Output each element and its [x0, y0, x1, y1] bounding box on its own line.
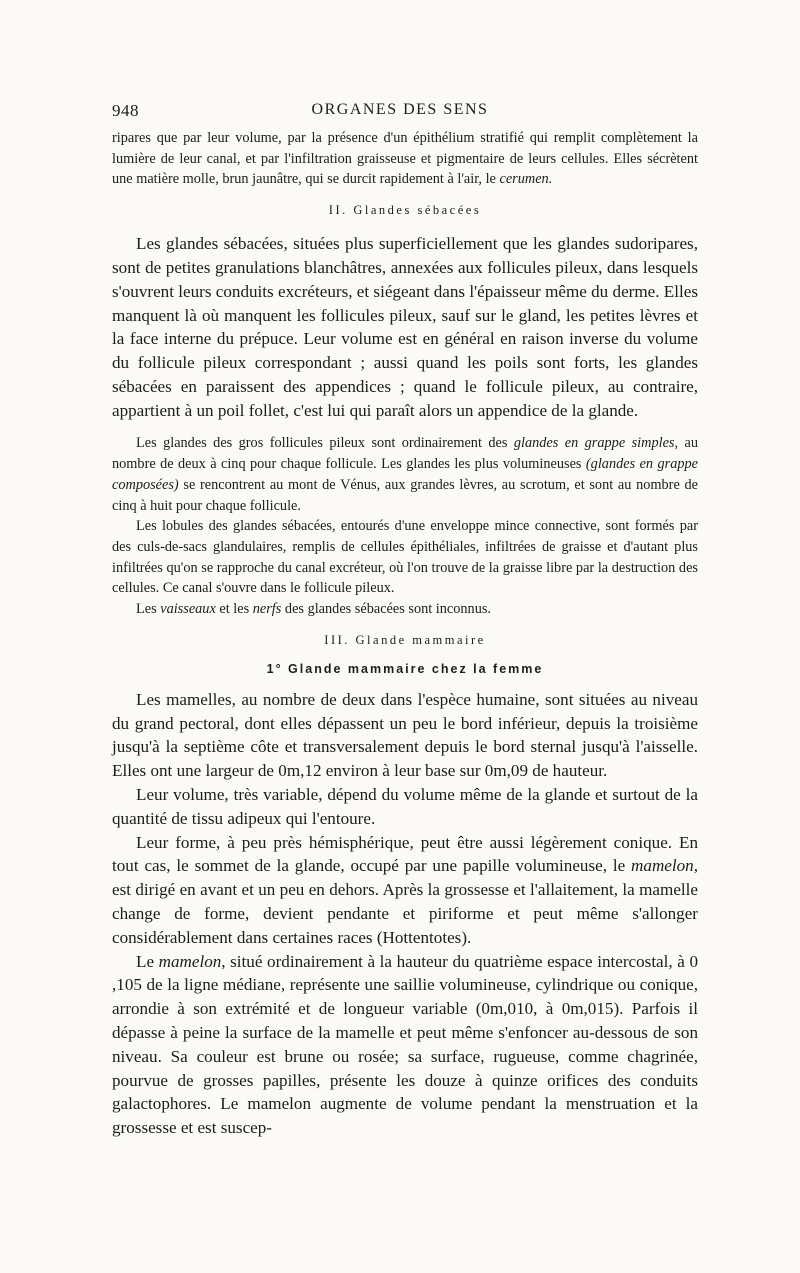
running-title: ORGANES DES SENS — [311, 101, 489, 118]
paragraph-sebaceous-intro: Les glandes sébacées, situées plus superficiellement que les glandes sudoripares, sont de petites granulations blanchâtres, annexées aux follicules pileux, dans lesquels s'ouvrent leurs conduits excréteurs, et siégeant dans l'épaisseur même du derme. Elles manquent là où manquent les follicules pileux, sauf sur le gland, les petites lèvres et la face interne du prépuce. Leur volume est en général en raison inverse du volume du follicule pileux correspondant ; aussi quand les poils sont forts, les glandes sébacées en paraissent des appendices ; quand le follicule pileux, au contraire, appartient à un poil follet, c'est lui qui paraît alors un appendice de la glande. — [112, 234, 698, 420]
subsection-heading-female-mammary: 1° Glande mammaire chez la femme — [266, 661, 544, 676]
paragraph-mamelon: Le mamelon, situé ordinairement à la hauteur du quatrième espace intercostal, à 0 ,105 de la ligne médiane, représente une saillie volumineuse, cylindrique ou conique, arrondie à son extrémité et de longueur variable (0m,010, à 0m,015). Parfois il dépasse à peine la surface de la mamelle et peut même s'enfoncer au-dessous de son niveau. Sa couleur est brune ou rosée; sa surface, rugueuse, comme chagrinée, pourvue de grosses papilles, présente les douze à quinze orifices des conduits galactophores. Le mamelon augmente de volume pendant la menstruation et la grossesse et est suscep- — [112, 951, 698, 1138]
paragraph-mamelles-shape: Leur forme, à peu près hémisphérique, peut être aussi légèrement conique. En tout cas, le sommet de la glande, occupé par une papille volumineuse, le mamelon, est dirigé en avant et un peu en dehors. Après la grossesse et l'allaitement, la mamelle change de forme, devient pendante et piriforme et peut même s'allonger considérablement dans certaines races (Hottentotes). — [112, 832, 698, 947]
paragraph-cerumen: ripares que par leur volume, par la présence d'un épithélium stratifié qui remplit complètement la lumière de leur canal, et par l'infiltration graisseuse et pigmentaire de leurs cellules. Elles sécrètent une matière molle, brun jaunâtre, qui se durcit rapidement à l'air, le cerumen. — [112, 130, 698, 188]
paragraph-sebaceous-vessels: Les vaisseaux et les nerfs des glandes sébacées sont inconnus. — [136, 601, 491, 618]
page-number: 948 — [112, 101, 139, 120]
paragraph-sebaceous-types: Les glandes des gros follicules pileux sont ordinairement des glandes en grappe simples, au nombre de deux à cinq pour chaque follicule. Les glandes les plus volumineuses (glandes en grappe composées) se rencontrent au mont de Vénus, aux grandes lèvres, au scrotum, et sont au nombre de cinq à huit pour chaque follicule. — [112, 435, 698, 514]
section-heading-sebaceous: II. Glandes sébacées — [328, 203, 482, 218]
paragraph-sebaceous-lobules: Les lobules des glandes sébacées, entourés d'une enveloppe mince connective, sont formés par des culs-de-sacs glandulaires, remplis de cellules épithéliales, infiltrées de graisse et d'autant plus infiltrées qu'on se rapproche du canal excréteur, où l'on trouve de la graisse libre par la destruction des cellules. Ce canal s'ouvre dans le follicule pileux. — [112, 518, 698, 597]
paragraph-mamelles-position: Les mamelles, au nombre de deux dans l'espèce humaine, sont situées au niveau du grand pectoral, dont elles dépassent un peu le bord inférieur, depuis la troisième jusqu'à la septième côte et transversalement depuis le bord sternal jusqu'à l'aisselle. Elles ont une largeur de 0m,12 environ à leur base sur 0m,09 de hauteur. — [112, 689, 698, 781]
paragraph-mamelles-volume: Leur volume, très variable, dépend du volume même de la glande et surtout de la quantité de tissu adipeux qui l'entoure. — [112, 785, 698, 828]
page-header — [112, 101, 688, 121]
page-body — [112, 128, 698, 1140]
section-heading-mammary: III. Glande mammaire — [324, 632, 486, 647]
